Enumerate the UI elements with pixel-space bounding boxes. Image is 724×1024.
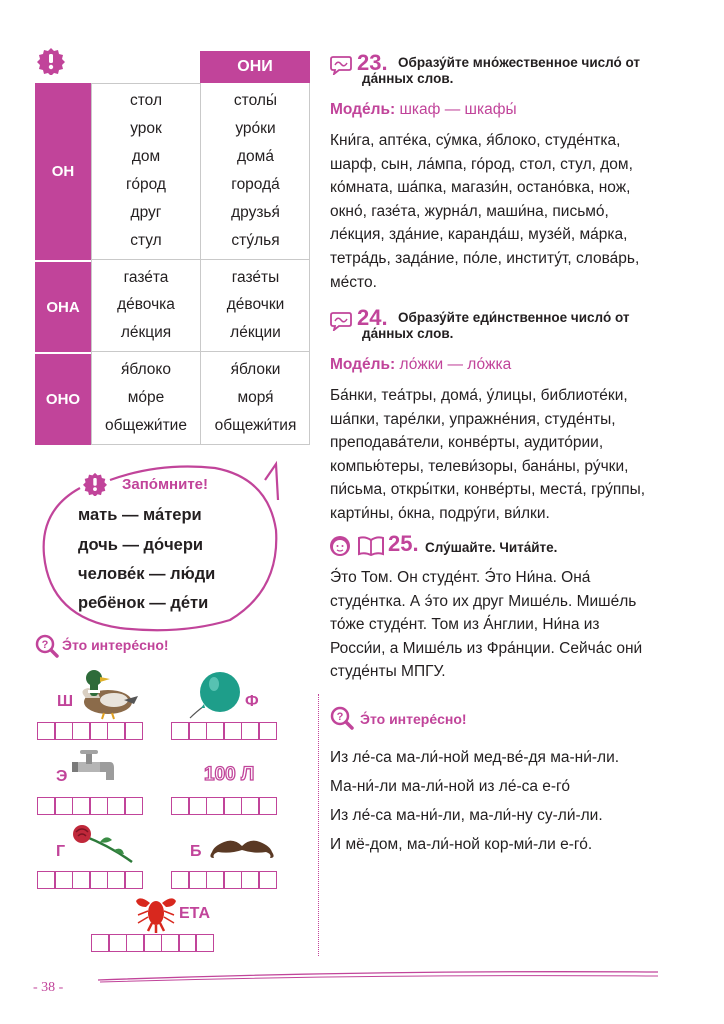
word: ле́кция xyxy=(120,324,172,342)
singular-cell-ona xyxy=(91,260,200,352)
puzzle-grid[interactable] xyxy=(171,871,275,889)
footer-swoosh xyxy=(28,966,668,991)
rose-icon xyxy=(70,824,136,871)
word: ле́кции xyxy=(230,324,281,342)
remember-line: ребёнок — де́ти xyxy=(78,594,209,612)
word: газе́ты xyxy=(231,268,280,286)
svg-text:?: ? xyxy=(41,639,49,651)
row-label-on: ОН xyxy=(35,83,91,260)
model-text: шкаф — шкафы́ xyxy=(399,101,517,118)
word: урок xyxy=(130,120,162,137)
column-divider xyxy=(318,694,319,956)
remember-exclamation-icon xyxy=(83,472,107,501)
magnifier-question-icon xyxy=(35,634,59,663)
interesting-title-right: Э́то интере́сно! xyxy=(360,711,467,727)
row-label-ono: ОНО xyxy=(35,354,91,445)
word: столы́ xyxy=(233,92,278,109)
exercise-instruction: Образу́йте мно́жественное число́ от да́нных слов. xyxy=(362,55,641,86)
remember-line: мать — ма́тери xyxy=(78,506,202,524)
remember-line: дочь — до́чери xyxy=(78,536,204,554)
word: общежи́тия xyxy=(214,417,297,434)
word: стол xyxy=(130,92,162,109)
puzzle-grid[interactable] xyxy=(37,871,141,889)
remember-title: Запо́мните! xyxy=(122,476,209,493)
singular-cell-ono xyxy=(91,352,200,445)
magnifier-question-icon xyxy=(330,706,354,735)
exercise-instruction: Образу́йте еди́нственное число́ от да́нных слов. xyxy=(362,310,630,341)
word: сту́лья xyxy=(231,232,280,249)
remember-bubble xyxy=(40,460,300,632)
exercise-instruction: Слу́шайте. Чита́йте. xyxy=(425,540,558,555)
model-label: Моде́ль: xyxy=(330,356,396,373)
word: общежи́тие xyxy=(105,417,187,434)
puzzle-letter: Б xyxy=(190,843,202,860)
word: газе́та xyxy=(123,268,169,286)
puzzle-grid[interactable] xyxy=(171,797,275,815)
word: уро́ки xyxy=(235,120,276,137)
model-label: Моде́ль: xyxy=(330,101,396,118)
model-text: ло́жки — ло́жка xyxy=(399,356,512,373)
word: моря́ xyxy=(237,389,274,406)
tongue-twister-line: Из ле́-са ма-ли́-ной мед-ве́-дя ма-ни́-ли. xyxy=(330,749,620,766)
puzzle-grid[interactable] xyxy=(37,722,141,740)
plural-cell-ona xyxy=(200,260,310,352)
row-label-ona: ОНА xyxy=(35,262,91,352)
word: дома́ xyxy=(237,148,274,165)
exercise-text: Э́то Том. Он студе́нт. Э́то Ни́на. Она́ студе́нтка. А э́то их друг Мише́ль. Мише́ль то́же студе́нт. Том из А́нглии, Ни́на из Росси́и, а Мише́ль из Фра́нции. Сейча́с они́ студе́нты МПГУ. xyxy=(330,569,643,681)
tongue-twister-line: Ма-ни́-ли ма-ли́-ной из ле́-са е-го́ xyxy=(330,778,570,795)
exercise-number: 25. xyxy=(388,531,419,556)
tongue-twister-line: Из ле́-са ма-ни́-ли, ма-ли́-ну су-ли́-ли. xyxy=(330,807,603,824)
word: го́род xyxy=(126,176,166,193)
balloon-icon xyxy=(186,670,246,727)
word: дом xyxy=(131,148,161,165)
puzzle-grid[interactable] xyxy=(91,934,213,952)
singular-cell-on xyxy=(91,83,200,260)
gender-plural-table xyxy=(35,51,310,445)
remember-line: челове́к — лю́ди xyxy=(78,565,216,583)
puzzle-letter: ЕТА xyxy=(179,905,210,922)
word: стул xyxy=(130,232,162,249)
word: друзья́ xyxy=(231,204,280,221)
speech-bubble-icon xyxy=(330,311,352,336)
puzzle-grid[interactable] xyxy=(37,797,141,815)
exercise-number: 23. xyxy=(357,50,388,75)
tongue-twister-line: И мё-дом, ма-ли́-ной кор-ми́-ли е-го́. xyxy=(330,836,593,853)
word: де́вочка xyxy=(117,296,175,314)
plural-cell-on xyxy=(200,83,310,260)
exercise-text: Ба́нки, теа́тры, дома́, у́лицы, библиоте́ки, ша́пки, таре́лки, упражне́ния, студе́нты, преподава́тели, конве́рты, аудито́рии, компью́теры, телеви́зоры, бана́ны, ру́чки, пи́сьма, откры́тки, конве́рты, места́, гру́ппы, карти́ны, о́кна, подру́ги, ви́лки. xyxy=(330,387,646,522)
exercise-number: 24. xyxy=(357,305,388,330)
crayfish-icon xyxy=(132,893,180,938)
duck-icon xyxy=(76,668,142,725)
open-book-icon xyxy=(358,536,384,561)
puzzle-letter: Ф xyxy=(245,693,259,710)
word: я́блоко xyxy=(121,361,171,378)
puzzle-letter-hundred: 100 Л xyxy=(204,764,255,785)
listen-face-icon xyxy=(328,534,352,563)
word: друг xyxy=(130,204,162,221)
svg-text:?: ? xyxy=(336,711,344,723)
table-header-plural: ОНИ xyxy=(200,51,310,83)
word: города́ xyxy=(231,176,280,193)
interesting-title-left: Э́то интере́сно! xyxy=(62,637,169,653)
plural-cell-ono xyxy=(200,352,310,445)
puzzle-grid[interactable] xyxy=(171,722,275,740)
model-line xyxy=(330,101,517,119)
moustache-icon xyxy=(208,838,276,869)
model-line xyxy=(330,356,511,374)
word: мо́ре xyxy=(127,389,165,406)
speech-bubble-icon xyxy=(330,55,352,80)
exercise-text: Кни́га, апте́ка, су́мка, я́блоко, студе́нтка, шарф, сын, ла́мпа, го́род, стол, стул, дом, ко́мната, ша́пка, магази́н, остано́вка, нож, окно́, газе́та, журна́л, маши́на, письмо́, ле́кция, зда́ние, каранда́ш, музе́й, ма́рка, тетра́дь, зада́ние, по́ле, институ́т, слова́рь, ме́сто. xyxy=(330,132,640,291)
page-number: - 38 - xyxy=(33,980,64,995)
puzzle-letter: Э xyxy=(56,768,68,785)
word: я́блоки xyxy=(230,361,281,378)
puzzle-letter: Ш xyxy=(57,693,74,710)
puzzle-letter: Г xyxy=(56,843,66,860)
faucet-icon xyxy=(72,750,118,797)
word: де́вочки xyxy=(226,296,285,314)
